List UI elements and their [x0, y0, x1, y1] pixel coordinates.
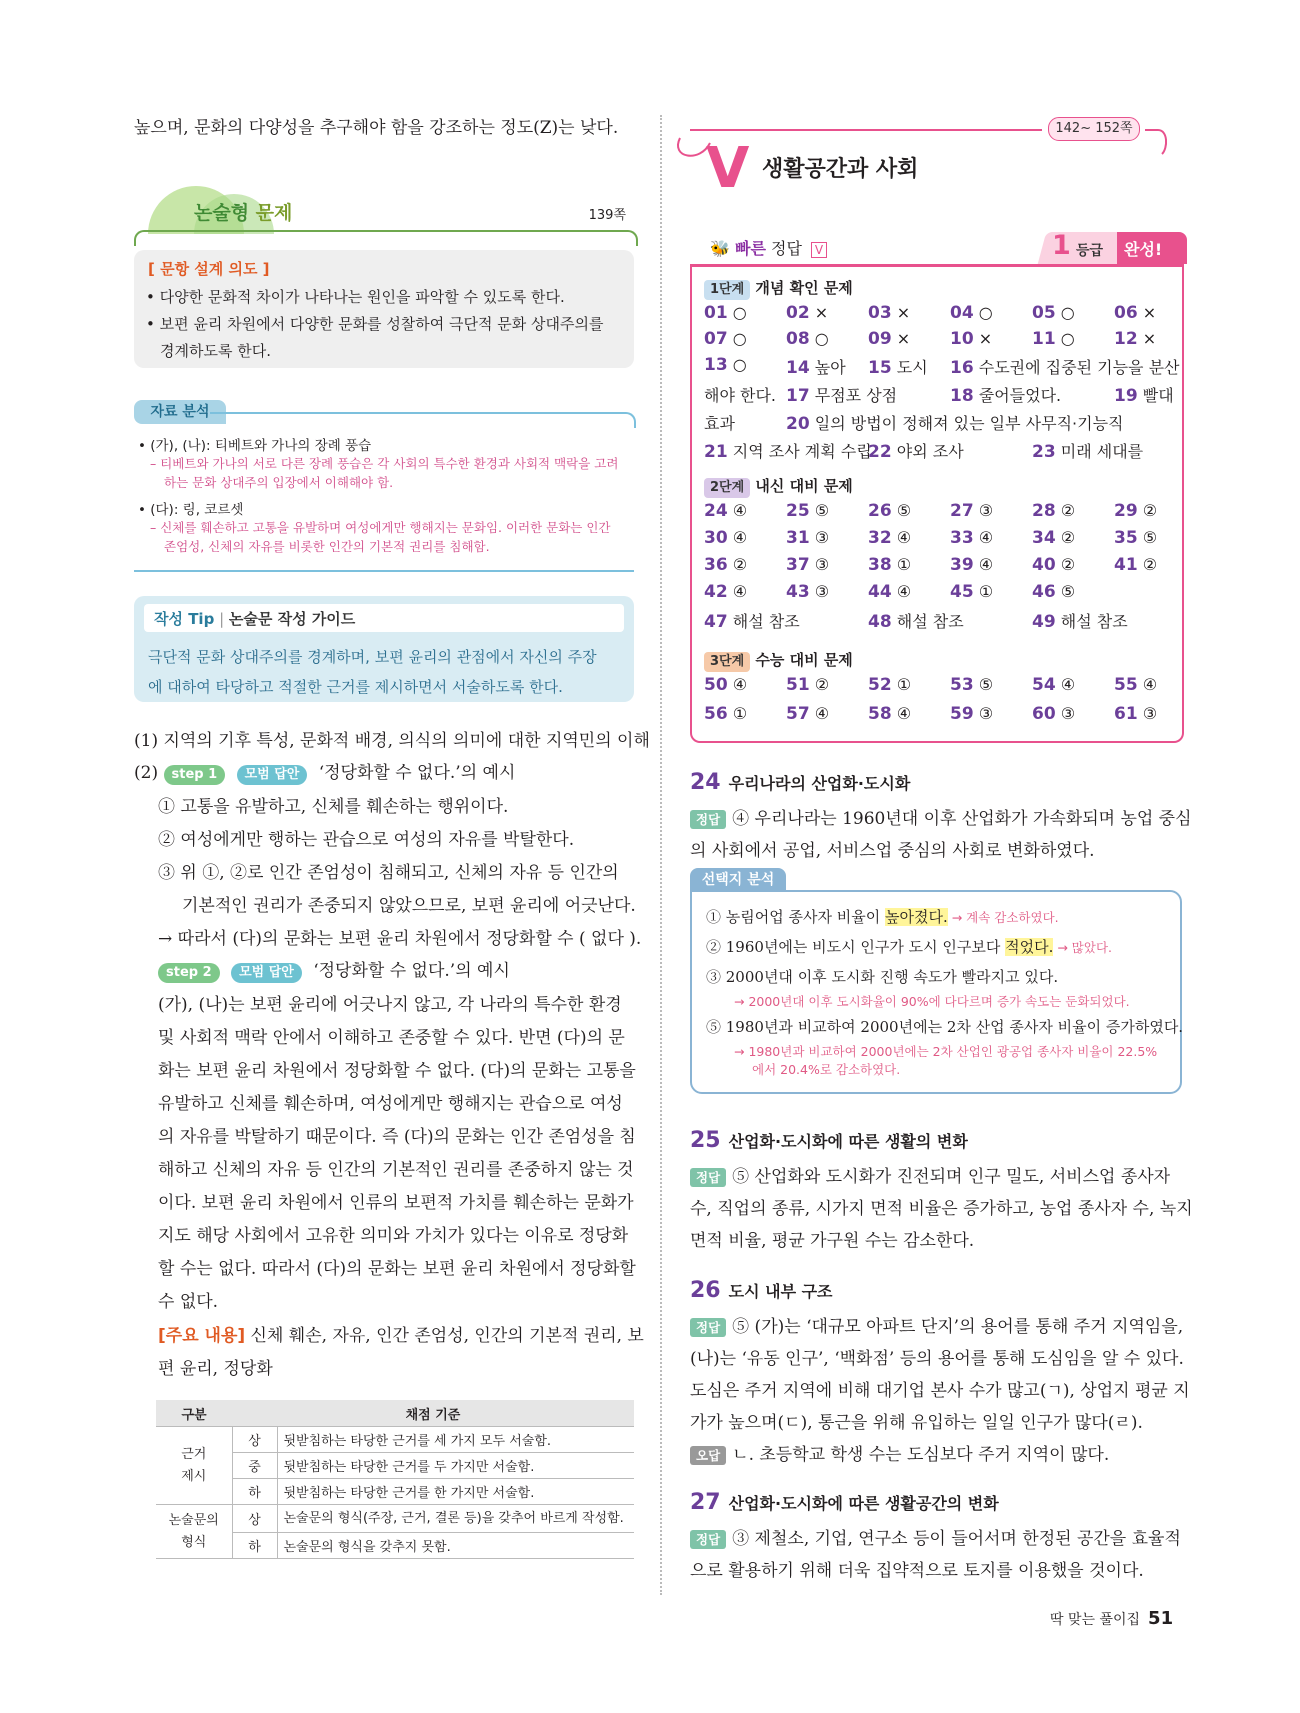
choice-analysis-box — [690, 890, 1182, 1094]
column-divider — [660, 115, 662, 1595]
answer-item: 31 ③ — [786, 528, 830, 548]
step2-badge: step 2 — [158, 963, 220, 983]
stage3-header: 3단계 수능 대비 문제 — [704, 649, 853, 672]
answer-item: 39 ④ — [950, 555, 994, 575]
answer-row: 13 ○ — [704, 355, 747, 375]
tip-text: 극단적 문화 상대주의를 경계하며, 보편 윤리의 관점에서 자신의 주장 에 대하여 타당하고 적절한 근거를 제시하면서 서술하도록 한다. — [148, 648, 597, 696]
tip-header — [144, 604, 624, 632]
grade-badge — [1042, 232, 1182, 264]
answer-item: 60 ③ — [1032, 704, 1076, 724]
answer-item: 34 ② — [1032, 528, 1076, 548]
answer-step2: step 2 모범 답안 ‘정당화할 수 없다.’의 예시 — [158, 956, 510, 983]
q25-answer-cont: 면적 비율, 평균 가구원 수는 감소한다. — [690, 1231, 975, 1251]
answer-row: 해야 한다. — [704, 386, 776, 405]
q26-answer-cont: 도심은 주거 지역에 비해 대기업 본사 수가 많고(ㄱ), 상업지 평균 지 — [690, 1381, 1190, 1401]
answer-line: (1) 지역의 기후 특성, 문화적 배경, 의식의 의미에 대한 지역민의 이해 — [134, 731, 650, 751]
answer-row: 23 미래 세대를 — [1032, 442, 1144, 462]
key-content-cont: 편 윤리, 정당화 — [158, 1359, 273, 1379]
table-criterion: 논술문의 형식(주장, 근거, 결론 등)을 갖추어 바르게 작성함. — [277, 1505, 634, 1533]
wrong-badge: 오답 — [690, 1446, 726, 1465]
choice-3: ③ 2000년대 이후 도시화 진행 속도가 빨라지고 있다. — [706, 968, 1059, 986]
answer-row: 20 일의 방법이 정해져 있는 일부 사무직·기능직 — [786, 414, 1124, 434]
choice-5: ⑤ 1980년과 비교하여 2000년에는 2차 산업 종사자 비율이 증가하였다. — [706, 1018, 1184, 1036]
q27-answer: 정답 ③ 제철소, 기업, 연구소 등이 들어서며 한정된 공간을 효율적 — [690, 1524, 1181, 1549]
answer-item: 28 ② — [1032, 501, 1076, 521]
q25-answer-cont: 수, 직업의 종류, 시가지 면적 비율은 증가하고, 농업 종사자 수, 녹지 — [690, 1199, 1193, 1219]
paragraph-line: 의 자유를 박탈하기 때문이다. 즉 (다)의 문화는 인간 존엄성을 침 — [158, 1127, 636, 1147]
answer-item: 03 × — [868, 303, 911, 323]
check-icon: V — [811, 242, 827, 258]
essay-section-header — [134, 186, 634, 238]
q26-answer-cont: (나)는 ‘유동 인구’, ‘백화점’ 등의 용어를 통해 도심임을 알 수 있다. — [690, 1349, 1184, 1369]
q25-answer: 정답 ⑤ 산업화와 도시화가 진전되며 인구 밀도, 서비스업 종사자 — [690, 1162, 1170, 1187]
correct-badge: 정답 — [690, 810, 726, 829]
answer-item: 08 ○ — [786, 329, 829, 349]
answer-line: → 따라서 (다)의 문화는 보편 윤리 차원에서 정당화할 수 ( 없다 ). — [158, 929, 642, 949]
answer-row: 48 해설 참조 — [868, 612, 964, 632]
question-25-title: 25 산업화·도시화에 따른 생활의 변화 — [690, 1128, 968, 1153]
essay-header-line — [134, 230, 638, 246]
question-24-title: 24 우리나라의 산업화·도시화 — [690, 770, 911, 795]
table-level: 하 — [232, 1533, 277, 1559]
table-level: 상 — [232, 1505, 277, 1533]
intent-item: • 다양한 문화적 차이가 나타나는 원인을 파악할 수 있도록 한다. — [146, 288, 565, 306]
paragraph-line: 해하고 신체의 자유 등 인간의 기본적인 권리를 존중하지 않는 것 — [158, 1160, 634, 1180]
answer-line: ② 여성에게만 행하는 관습으로 여성의 자유를 박탈한다. — [158, 830, 575, 850]
tip-title: 작성 Tip | 논술문 작성 가이드 — [154, 610, 356, 628]
answer-item: 43 ③ — [786, 582, 830, 602]
q26-answer-cont: 가가 높으며(ㄷ), 통근을 위해 유입하는 일일 인구가 많다(ㄹ). — [690, 1413, 1143, 1433]
q26-answer: 정답 ⑤ (가)는 ‘대규모 아파트 단지’의 용어를 통해 주거 지역임을, — [690, 1312, 1183, 1337]
answer-item: 01 ○ — [704, 303, 747, 323]
essay-title: 논술형 문제 — [194, 202, 293, 224]
answer-item: 58 ④ — [868, 704, 912, 724]
answer-item: 10 × — [950, 329, 993, 349]
design-intent-box — [134, 250, 634, 368]
essay-page-ref: 139쪽 — [588, 208, 626, 223]
answer-item: 45 ① — [950, 582, 994, 602]
table-criterion: 뒷받침하는 타당한 근거를 세 가지 모두 서술함. — [277, 1427, 634, 1453]
answer-item: 12 × — [1114, 329, 1157, 349]
model-answer-badge: 모범 답안 — [231, 963, 302, 983]
answer-row: 49 해설 참조 — [1032, 612, 1128, 632]
answer-row: 15 도시 — [868, 358, 928, 378]
answer-item: 52 ① — [868, 675, 912, 695]
table-criterion: 논술문의 형식을 갖추지 못함. — [277, 1533, 634, 1559]
answer-item: 44 ④ — [868, 582, 912, 602]
grade-complete: 완성! — [1124, 240, 1163, 259]
answer-item: 11 ○ — [1032, 329, 1075, 349]
q26-wrong: 오답 ㄴ. 초등학교 학생 수는 도심보다 주거 지역이 많다. — [690, 1440, 1109, 1465]
intent-item: • 보편 윤리 차원에서 다양한 문화를 성찰하여 극단적 문화 상대주의를 — [146, 315, 604, 333]
choice-5-note: → 1980년과 비교하여 2000년에는 2차 산업인 광공업 종사자 비율이 22.5% — [734, 1044, 1158, 1059]
q27-answer-cont: 으로 활용하기 위해 더욱 집약적으로 토지를 이용했을 것이다. — [690, 1561, 1144, 1581]
answer-row: 19 빨대 — [1114, 386, 1174, 406]
correct-badge: 정답 — [690, 1318, 726, 1337]
paragraph-line: 할 수는 없다. 따라서 (다)의 문화는 보편 윤리 차원에서 정당화할 — [158, 1259, 636, 1279]
analysis-note: 하는 문화 상대주의 입장에서 이해해야 함. — [164, 475, 394, 490]
answer-item: 40 ② — [1032, 555, 1076, 575]
answer-item: 33 ④ — [950, 528, 994, 548]
answer-item: 32 ④ — [868, 528, 912, 548]
answer-item: 24 ④ — [704, 501, 748, 521]
answer-line: ① 고통을 유발하고, 신체를 훼손하는 행위이다. — [158, 797, 509, 817]
answer-item: 27 ③ — [950, 501, 994, 521]
answer-row: 17 무점포 상점 — [786, 386, 898, 406]
analysis-note: 존엄성, 신체의 자유를 비롯한 인간의 기본적 권리를 침해함. — [164, 539, 490, 554]
choice-2: ② 1960년에는 비도시 인구가 도시 인구보다 적었다. → 많았다. — [706, 938, 1113, 956]
question-27-title: 27 산업화·도시화에 따른 생활공간의 변화 — [690, 1490, 999, 1515]
choice-1: ① 농림어업 종사자 비율이 높아졌다. → 계속 감소하였다. — [706, 908, 1059, 926]
answer-row: 47 해설 참조 — [704, 612, 800, 632]
answer-item: 56 ① — [704, 704, 748, 724]
intent-title: [ 문항 설계 의도 ] — [148, 260, 270, 278]
answer-row: 21 지역 조사 계획 수립 — [704, 442, 872, 462]
answer-item: 09 × — [868, 329, 911, 349]
answer-item: 26 ⑤ — [868, 501, 912, 521]
answer-item: 30 ④ — [704, 528, 748, 548]
quick-answer-box — [690, 264, 1184, 743]
writing-tip-box — [134, 596, 634, 702]
answer-item: 37 ③ — [786, 555, 830, 575]
answer-item: 42 ④ — [704, 582, 748, 602]
quick-answer-title: 🐝 빠른 정답 V — [710, 236, 827, 259]
answer-item: 36 ② — [704, 555, 748, 575]
answer-line: ③ 위 ①, ②로 인간 존엄성이 침해되고, 신체의 자유 등 인간의 — [158, 863, 619, 883]
unit-title: 생활공간과 사회 — [762, 157, 919, 182]
scoring-table — [156, 1400, 634, 1559]
answer-item: 51 ② — [786, 675, 830, 695]
answer-item: 50 ④ — [704, 675, 748, 695]
table-level: 중 — [232, 1453, 277, 1479]
analysis-note: – 티베트와 가나의 서로 다른 장례 풍습은 각 사회의 특수한 환경과 사회적 맥락을 고려 — [150, 456, 619, 471]
answer-item: 54 ④ — [1032, 675, 1076, 695]
answer-row: 14 높아 — [786, 358, 846, 378]
analysis-note: – 신체를 훼손하고 고통을 유발하며 여성에게만 행해지는 문화임. 이러한 문화는 인간 — [150, 520, 611, 535]
answer-line: 기본적인 권리가 존중되지 않았으므로, 보편 윤리에 어긋난다. — [182, 896, 636, 916]
correct-badge: 정답 — [690, 1530, 726, 1549]
answer-item: 07 ○ — [704, 329, 747, 349]
table-criterion: 뒷받침하는 타당한 근거를 한 가지만 서술함. — [277, 1479, 634, 1505]
grade-label: 등급 — [1076, 243, 1104, 259]
answer-item: 41 ② — [1114, 555, 1158, 575]
answer-row: 효과 — [704, 414, 735, 433]
answer-item: 29 ② — [1114, 501, 1158, 521]
grade-number: 1 — [1052, 230, 1071, 261]
answer-item: 59 ③ — [950, 704, 994, 724]
answer-row: 18 줄어들었다. — [950, 386, 1062, 406]
q24-answer-cont: 의 사회에서 공업, 서비스업 중심의 사회로 변화하였다. — [690, 841, 1095, 861]
table-level: 하 — [232, 1479, 277, 1505]
page-number: 51 — [1148, 1608, 1174, 1629]
answer-item: 61 ③ — [1114, 704, 1158, 724]
table-row — [156, 1427, 634, 1453]
answer-row: 16 수도권에 집중된 기능을 분산 — [950, 358, 1180, 378]
model-answer-badge: 모범 답안 — [237, 765, 308, 785]
paragraph-line: 수 없다. — [158, 1292, 219, 1312]
q24-answer: 정답 ④ 우리나라는 1960년대 이후 산업화가 가속화되며 농업 중심 — [690, 804, 1192, 829]
data-analysis-tag: 자료 분석 — [134, 400, 226, 424]
intent-item: 경계하도록 한다. — [160, 342, 271, 360]
paragraph-line: 지도 해당 사회에서 고유한 의미와 가치가 있다는 이유로 정당화 — [158, 1226, 629, 1246]
answer-item: 57 ④ — [786, 704, 830, 724]
paragraph-line: 및 사회적 맥락 안에서 이해하고 존중할 수 있다. 반면 (다)의 문 — [158, 1028, 625, 1048]
question-26-title: 26 도시 내부 구조 — [690, 1278, 833, 1303]
answer-item: 25 ⑤ — [786, 501, 830, 521]
answer-item: 02 × — [786, 303, 829, 323]
analysis-bottom-line — [134, 570, 634, 572]
choice-analysis-tag: 선택지 분석 — [690, 868, 786, 892]
answer-item: 55 ④ — [1114, 675, 1158, 695]
answer-row: 22 야외 조사 — [868, 442, 964, 462]
paragraph-line: 유발하고 신체를 훼손하며, 여성에게만 행해지는 관습으로 여성 — [158, 1094, 623, 1114]
step1-badge: step 1 — [164, 765, 226, 785]
answer-item: 05 ○ — [1032, 303, 1075, 323]
page-range-tag: 142~ 152쪽 — [1048, 117, 1140, 141]
choice-5-note: 에서 20.4%로 감소하였다. — [752, 1062, 901, 1077]
answer-item: 38 ① — [868, 555, 912, 575]
paragraph-line: 화는 보편 윤리 차원에서 정당화할 수 없다. (다)의 문화는 고통을 — [158, 1061, 636, 1081]
table-level: 상 — [232, 1427, 277, 1453]
table-group: 근거 제시 — [156, 1427, 232, 1505]
analysis-line — [210, 412, 636, 428]
analysis-item: • (가), (나): 티베트와 가나의 장례 풍습 — [138, 438, 372, 454]
table-header: 구분 — [156, 1400, 232, 1427]
answer-item: 53 ⑤ — [950, 675, 994, 695]
table-header: 채점 기준 — [232, 1400, 634, 1427]
answer-item: 35 ⑤ — [1114, 528, 1158, 548]
correct-badge: 정답 — [690, 1168, 726, 1187]
stage1-header: 1단계 개념 확인 문제 — [704, 277, 853, 300]
answer-item: 04 ○ — [950, 303, 993, 323]
answer-item: 46 ⑤ — [1032, 582, 1076, 602]
stage2-header: 2단계 내신 대비 문제 — [704, 475, 853, 498]
paragraph-line: 이다. 보편 윤리 차원에서 인류의 보편적 가치를 훼손하는 문화가 — [158, 1193, 634, 1213]
table-criterion: 뒷받침하는 타당한 근거를 두 가지만 서술함. — [277, 1453, 634, 1479]
analysis-item: • (다): 링, 코르셋 — [138, 502, 244, 518]
answer-item: 06 × — [1114, 303, 1157, 323]
paragraph-line: (가), (나)는 보편 윤리에 어긋나지 않고, 각 나라의 특수한 환경 — [158, 995, 622, 1015]
answer-step1: (2) step 1 모범 답안 ‘정당화할 수 없다.’의 예시 — [134, 763, 516, 783]
bee-icon: 🐝 — [710, 239, 730, 258]
table-group: 논술문의 형식 — [156, 1505, 232, 1559]
table-row — [156, 1505, 634, 1533]
continued-text: 높으며, 문화의 다양성을 추구해야 함을 강조하는 정도(Z)는 낮다. — [134, 118, 619, 138]
page-footer: 딱 맞는 풀이집 51 — [1050, 1608, 1174, 1629]
choice-3-note: → 2000년대 이후 도시화율이 90%에 다다르며 증가 속도는 둔화되었다. — [734, 994, 1130, 1009]
unit-number: V — [706, 136, 750, 201]
key-content: [주요 내용] 신체 훼손, 자유, 인간 존엄성, 인간의 기본적 권리, 보 — [158, 1326, 644, 1346]
